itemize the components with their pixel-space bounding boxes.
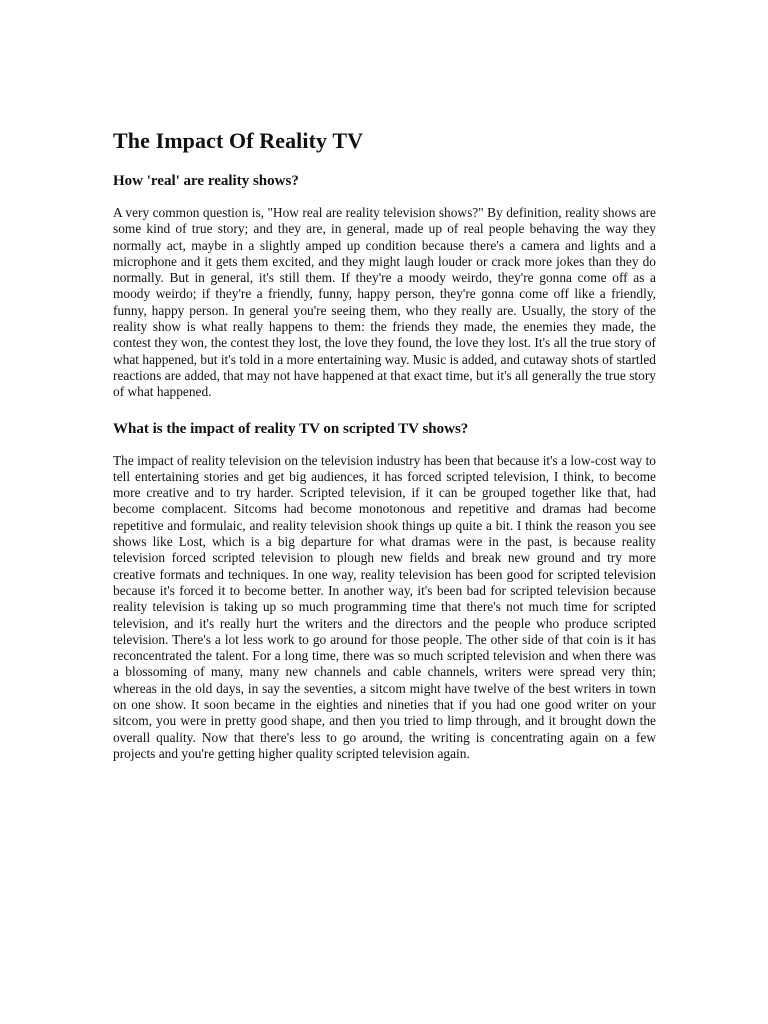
document-title: The Impact Of Reality TV — [113, 128, 364, 153]
section-heading-impact-scripted: What is the impact of reality TV on scripted TV shows? — [113, 420, 469, 437]
section-body-how-real: A very common question is, "How real are reality television shows?" By definition, reality shows are some kind of true story; and they are, in general, made up of real people behaving the way they normally act, maybe in a slightly amped up condition because there's a camera and lights and a microphone and it gets them excited, and they might laugh louder or crack more jokes than they do normally. But in general, it's still them. If they're a moody weirdo, they're gonna come off as a moody weirdo; if they're a friendly, funny, happy person, they're gonna come off like a friendly, funny, happy person. In general you're seeing them, who they really are. Usually, the story of the reality show is what really happens to them: the friends they made, the enemies they made, the contest they won, the contest they lost, the love they found, the love they lost. It's all the true story of what happened, but it's told in a more entertaining way. Music is added, and cutaway shots of startled reactions are added, that may not have happened at that exact time, but it's all generally the true story of what happened. — [113, 205, 656, 400]
document-page — [113, 128, 656, 781]
section-body-impact-scripted: The impact of reality television on the television industry has been that because it's a low-cost way to tell entertaining stories and get big audiences, it has forced scripted television, I think, to become more creative and to try harder. Scripted television, if it can be grouped together like that, had become complacent. Sitcoms had become monotonous and repetitive and dramas had become repetitive and formulaic, and reality television shook things up quite a bit. I think the reason you see shows like Lost, which is a big departure for what dramas were in the past, is because reality television forced scripted television to plough new fields and break new ground and try more creative formats and techniques. In one way, reality television has been good for scripted television because it's forced it to become better. In another way, it's been bad for scripted television because reality television is taking up so much programming time that there's not much time for scripted television, and it's really hurt the writers and the directors and the people who produce scripted television. There's a lot less work to go around for those people. The other side of that coin is it has reconcentrated the talent. For a long time, there was so much scripted television and when there was a blossoming of many, many new channels and cable channels, writers were spread very thin; whereas in the old days, in say the seventies, a sitcom might have twelve of the best writers in town on one show. It soon became in the eighties and nineties that if you had one good writer on your sitcom, you were in pretty good shape, and then you tried to limp through, and it brought down the overall quality. Now that there's less to go around, the writing is concentrating again on a few projects and you're getting higher quality scripted television again. — [113, 452, 656, 761]
section-heading-how-real: How 'real' are reality shows? — [113, 173, 299, 189]
